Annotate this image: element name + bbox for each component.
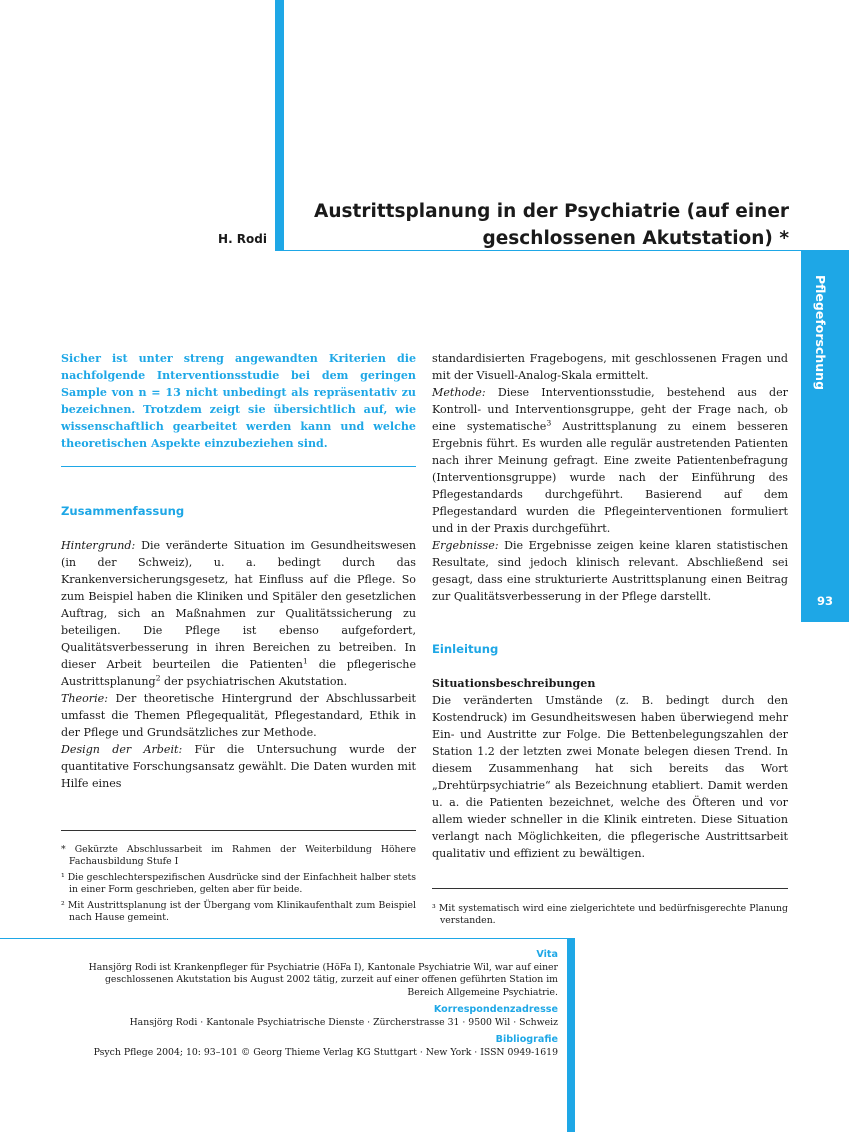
summary-theory: Theorie: Der theoretische Hintergrund der Abschlussarbeit umfasst die Themen Pflegequalität, Pflegestandard, Ethik in der Pflege und Grundsätzliches zur Methode. bbox=[61, 692, 416, 739]
footnote: ¹ Die geschlechterspezifischen Ausdrücke sind der Einfachheit halber stets in einer Form geschrieben, gelten aber für beide. bbox=[61, 872, 416, 895]
lead-paragraph: Sicher ist unter streng angewandten Kriterien die nachfolgende Interventionsstudie bei dem geringen Sample von n = 13 nicht unbedingt als repräsentativ zu bezeichnen. Trotzdem zeigt sie übersichtlich auf, wie wissenschaftlich gearbeitet werden kann und welche theoretischen Aspekte einzubeziehen sind. bbox=[61, 352, 416, 450]
article-title bbox=[300, 198, 789, 252]
intro-text: Die veränderten Umstände (z. B. bedingt durch den Kostendruck) im Gesundheitswesen haben überwiegend mehr Ein- und Austritte zur Folge. Die Bettenbelegungszahlen der Station 1.2 der letzten zwei Monate belegen diesen Trend. In diesem Zusammenhang hat sich bereits das Wort „Drehtürpsychiatrie“ als Bezeichnung etabliert. Damit werden u. a. die Patienten bezeichnet, welche des Öfteren und vor allem wieder schneller in die Klinik eintreten. Diese Situation verlangt nach Möglichkeiten, die pflegerische Austrittsarbeit qualitativ und effizient zu bewältigen. bbox=[432, 694, 788, 860]
author-name: H. Rodi bbox=[218, 232, 267, 246]
summary-design: Design der Arbeit: Für die Untersuchung wurde der quantitative Forschungsansatz gewählt. Die Daten wurden mit Hilfe eines bbox=[61, 743, 416, 790]
bio-block bbox=[70, 949, 558, 1059]
summary-design-continued: standardisierten Fragebogens, mit geschlossenen Fragen und mit der Visuell-Analog-Skala ermittelt. bbox=[432, 352, 788, 382]
vita-text: Hansjörg Rodi ist Krankenpfleger für Psychiatrie (HöFa I), Kantonale Psychiatrie Wil, war auf einer geschlossenen Akutstation bis August 2002 tätig, zurzeit auf einer offenen geführten Station im Bereich Allgemeine Psychiatrie. bbox=[88, 961, 558, 998]
section-label: Pflegeforschung bbox=[813, 275, 828, 391]
vita-heading: Vita bbox=[536, 949, 558, 960]
title-line-1: Austrittsplanung in der Psychiatrie (auf einer bbox=[314, 201, 789, 222]
footnote: ³ Mit systematisch wird eine zielgerichtete und bedürfnisgerechte Planung verstanden. bbox=[432, 903, 788, 926]
footnote: ² Mit Austrittsplanung ist der Übergang vom Klinikaufenthalt zum Beispiel nach Hause gemeint. bbox=[61, 900, 416, 923]
summary-method: Methode: Diese Interventionsstudie, bestehend aus der Kontroll- und Interventionsgruppe, geht der Frage nach, ob eine systematische$^3$ Austrittsplanung zu einem besseren Ergebnis führt. Es wurden alle regulär austretenden Patienten nach ihrer Meinung gefragt. Eine zweite Patientenbefragung (Interventionsgruppe) wurde nach der Einführung des Pflegestandards durchgeführt. Basierend auf dem Pflegestandard wurden die Pflegeinterventionen formuliert und in der Praxis durchgeführt. bbox=[432, 386, 788, 535]
bibliography-heading: Bibliografie bbox=[495, 1034, 558, 1045]
bio-rule bbox=[0, 938, 567, 939]
summary-results: Ergebnisse: Die Ergebnisse zeigen keine klaren statistischen Resultate, sind jedoch klinisch relevant. Abschließend sei gesagt, dass eine strukturierte Austrittsplanung einen Beitrag zur Qualitätsverbesserung in der Pflege darstellt. bbox=[432, 539, 788, 603]
left-column bbox=[61, 350, 416, 928]
intro-subheading: Situationsbeschreibungen bbox=[432, 677, 596, 690]
page-number: 93 bbox=[816, 594, 833, 608]
title-line-2: geschlossenen Akutstation) * bbox=[482, 228, 789, 249]
section-sidebar bbox=[801, 251, 849, 622]
footnote: * Gekürzte Abschlussarbeit im Rahmen der Weiterbildung Höhere Fachausbildung Stufe I bbox=[61, 844, 416, 867]
accent-vertical-bar bbox=[275, 0, 284, 251]
address-heading: Korrespondenzadresse bbox=[433, 1004, 558, 1015]
bio-accent-bar bbox=[567, 938, 575, 1132]
right-column bbox=[432, 350, 788, 931]
address-text: Hansjörg Rodi · Kantonale Psychiatrische Dienste · Zürcherstrasse 31 · 9500 Wil · Schweiz bbox=[129, 1016, 558, 1028]
bibliography-text: Psych Pflege 2004; 10: 93–101 © Georg Thieme Verlag KG Stuttgart · New York · ISSN 0949-1619 bbox=[93, 1046, 558, 1058]
summary-heading: Zusammenfassung bbox=[61, 504, 185, 518]
summary-background: Hintergrund: Die veränderte Situation im Gesundheitswesen (in der Schweiz), u. a. bedingt durch das Krankenversicherungsgesetz, hat Einfluss auf die Pflege. So zum Beispiel haben die Kliniken und Spitäler den gesetzlichen Auftrag, sich an Maßnahmen zur Qualitätssicherung zu beteiligen. Die Pflege ist ebenso aufgefordert, Qualitätsverbesserung in ihren Bereichen zu betreiben. In dieser Arbeit beurteilen die Patienten$^1$ die pflegerische Austrittsplanung$^2$ der psychiatrischen Akutstation. bbox=[61, 539, 417, 688]
intro-heading: Einleitung bbox=[432, 642, 499, 656]
